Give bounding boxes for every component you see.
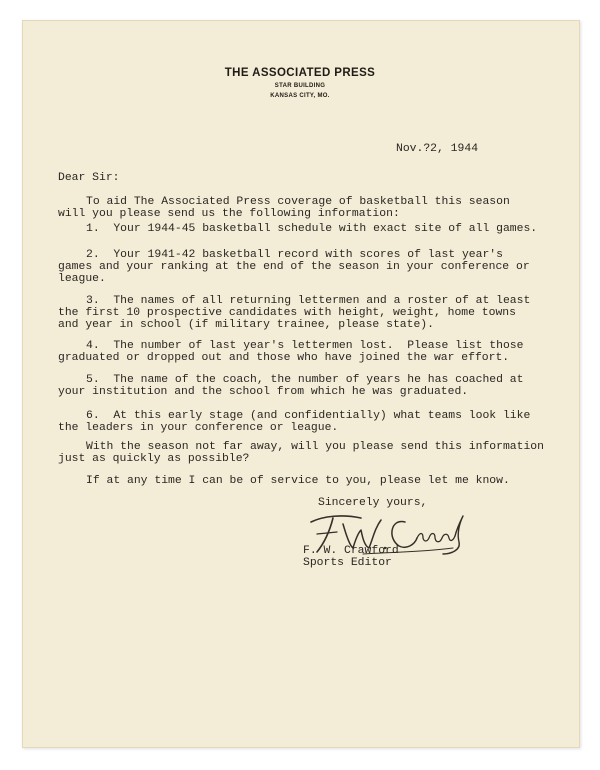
complimentary-close: Sincerely yours,: [318, 497, 428, 509]
item-4-line-1: 4. The number of last year's lettermen lost. Please list those: [86, 340, 524, 352]
signer-title: Sports Editor: [303, 557, 392, 569]
letterhead-name: THE ASSOCIATED PRESS: [224, 67, 376, 79]
item-2-line-3: league.: [58, 273, 106, 285]
closing-paragraph-1-line-2: just as quickly as possible?: [58, 453, 250, 465]
item-2-line-1: 2. Your 1941-42 basketball record with scores of last year's: [86, 249, 503, 261]
intro-line-1: To aid The Associated Press coverage of basketball this season: [86, 196, 510, 208]
item-3-line-2: the first 10 prospective candidates with height, weight, home towns: [58, 307, 516, 319]
item-5-line-2: your institution and the school from which he was graduated.: [58, 386, 469, 398]
item-4-line-2: graduated or dropped out and those who have joined the war effort.: [58, 352, 510, 364]
item-3-line-3: and year in school (if military trainee, please state).: [58, 319, 434, 331]
item-3-line-1: 3. The names of all returning lettermen and a roster of at least: [86, 295, 531, 307]
item-6-line-1: 6. At this early stage (and confidentially) what teams look like: [86, 410, 531, 422]
letterhead-city: KANSAS CITY, MO.: [270, 93, 330, 99]
closing-paragraph-1-line-1: With the season not far away, will you please send this information: [86, 441, 544, 453]
item-2-line-2: games and your ranking at the end of the season in your conference or: [58, 261, 530, 273]
signer-name: F. W. Crawford: [303, 545, 399, 557]
intro-line-2: will you please send us the following information:: [58, 208, 400, 220]
closing-paragraph-2: If at any time I can be of service to you, please let me know.: [86, 475, 510, 487]
item-1-line-1: 1. Your 1944-45 basketball schedule with exact site of all games.: [86, 223, 538, 235]
salutation: Dear Sir:: [58, 172, 120, 184]
letter-date: Nov.?2, 1944: [396, 143, 479, 155]
item-6-line-2: the leaders in your conference or league.: [58, 422, 339, 434]
item-5-line-1: 5. The name of the coach, the number of years he has coached at: [86, 374, 524, 386]
letterhead-building: STAR BUILDING: [274, 83, 326, 89]
